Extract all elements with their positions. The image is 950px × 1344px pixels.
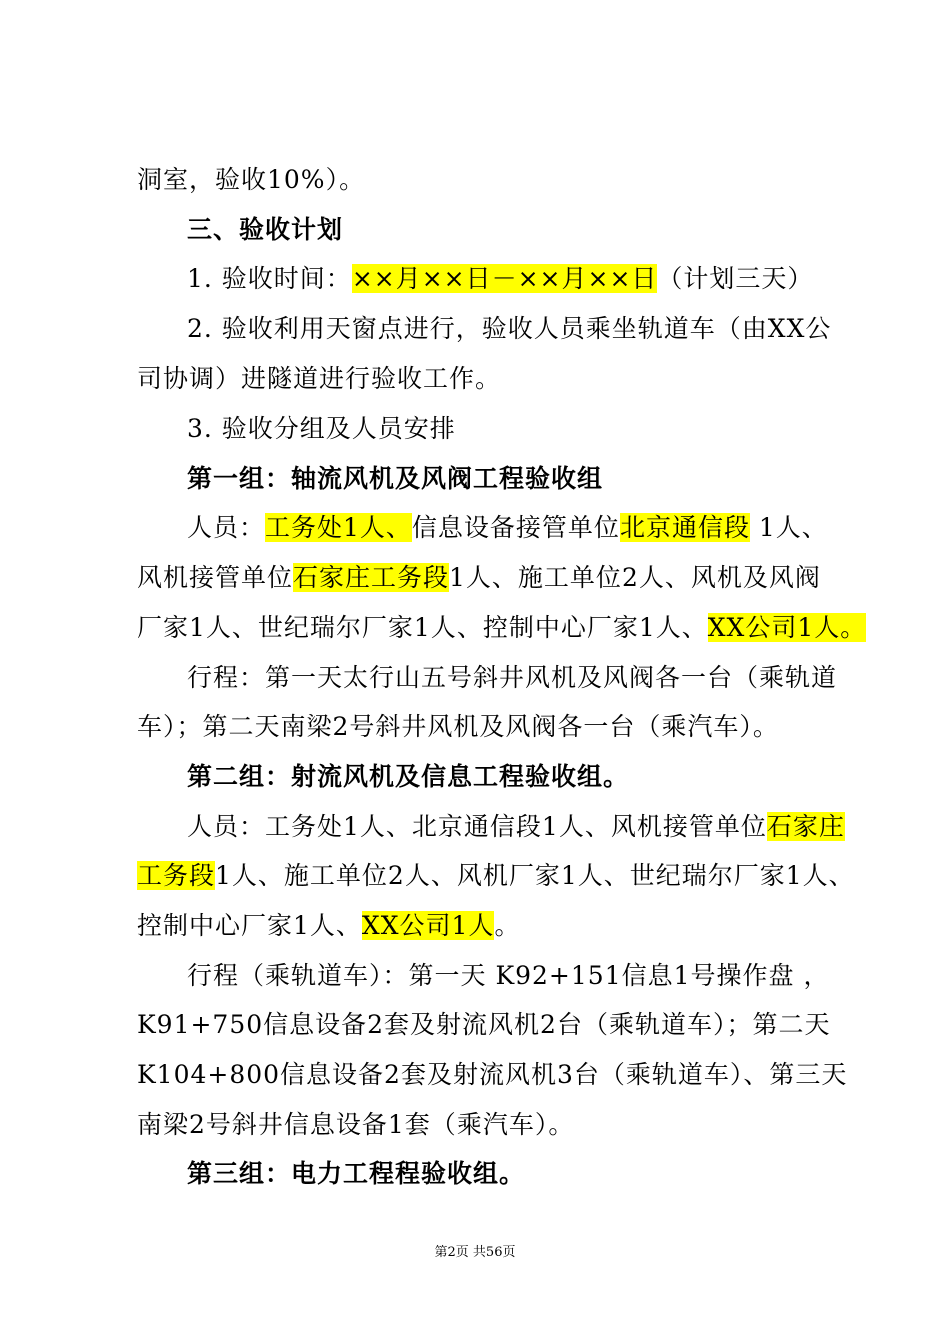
page-number-footer: 第2页 共56页 [434, 1245, 516, 1260]
text-segment: 人员：工务处1人、北京通信段1人、风机接管单位 [187, 812, 767, 841]
section-heading [187, 212, 343, 248]
text-segment: 控制中心厂家1人、 [137, 911, 362, 940]
group-heading [187, 461, 603, 497]
text-segment: 南梁2号斜井信息设备1套（乘汽车）。 [137, 1110, 575, 1139]
text-segment: 1人、施工单位2人、风机及风阀 [449, 563, 821, 592]
text-segment: 第二组：射流风机及信息工程验收组。 [187, 762, 630, 791]
highlighted-text: 工务段 [137, 861, 216, 890]
text-segment: 厂家1人、世纪瑞尔厂家1人、控制中心厂家1人、 [137, 613, 708, 642]
group-heading [187, 1156, 525, 1192]
paragraph-line [137, 1107, 574, 1143]
paragraph-line [137, 560, 821, 596]
text-segment: 1人、 [749, 513, 828, 542]
group-heading [187, 759, 629, 795]
highlighted-text: ××月××日－××月××日 [351, 264, 658, 293]
text-segment: 三、验收计划 [187, 215, 344, 244]
paragraph-line [137, 858, 855, 894]
highlighted-text: XX公司1人。 [707, 613, 867, 642]
text-segment: 司协调）进隧道进行验收工作。 [137, 364, 502, 393]
paragraph-line [187, 510, 828, 546]
text-segment: 风机接管单位 [137, 563, 294, 592]
highlighted-text: 石家庄 [766, 812, 845, 841]
text-segment: 1人、施工单位2人、风机厂家1人、世纪瑞尔厂家1人、 [215, 861, 855, 890]
highlighted-text: 石家庄工务段 [293, 563, 450, 592]
highlighted-text: 北京通信段 [619, 513, 750, 542]
paragraph-line [187, 261, 813, 297]
paragraph-line [137, 908, 520, 944]
text-segment: K104+800信息设备2套及射流风机3台（乘轨道车）、第三天 [137, 1060, 848, 1089]
text-segment: K91+750信息设备2套及射流风机2台（乘轨道车）；第二天 [137, 1010, 831, 1039]
text-segment: 车）；第二天南梁2号斜井风机及风阀各一台（乘汽车）。 [137, 712, 779, 741]
paragraph-line [137, 1007, 830, 1043]
text-segment: 行程（乘轨道车）：第一天 K92+151信息1号操作盘 ， [187, 961, 830, 990]
paragraph-line [187, 660, 837, 696]
highlighted-text: XX公司1人 [361, 911, 495, 940]
paragraph-line [137, 162, 365, 198]
text-segment: （计划三天） [657, 264, 814, 293]
text-segment: 信息设备接管单位 [411, 513, 620, 542]
text-segment: 行程：第一天太行山五号斜井风机及风阀各一台（乘轨道 [187, 663, 838, 692]
text-segment: 第三组：电力工程程验收组。 [187, 1159, 526, 1188]
paragraph-line [137, 1057, 847, 1093]
text-segment: 。 [494, 911, 521, 940]
highlighted-text: 工务处1人、 [265, 513, 412, 542]
text-segment: 洞室，验收10%）。 [137, 165, 366, 194]
text-segment: 人员： [187, 513, 266, 542]
paragraph-line [137, 709, 779, 745]
paragraph-line [137, 361, 501, 397]
paragraph-line [187, 311, 831, 347]
paragraph-line [187, 411, 456, 447]
paragraph-line [187, 809, 845, 845]
paragraph-line [137, 610, 866, 646]
text-segment: 3. 验收分组及人员安排 [187, 414, 456, 443]
text-segment: 2. 验收利用天窗点进行，验收人员乘坐轨道车（由XX公 [187, 314, 832, 343]
paragraph-line [187, 958, 829, 994]
text-segment: 1. 验收时间： [187, 264, 352, 293]
text-segment: 第一组：轴流风机及风阀工程验收组 [187, 464, 604, 493]
